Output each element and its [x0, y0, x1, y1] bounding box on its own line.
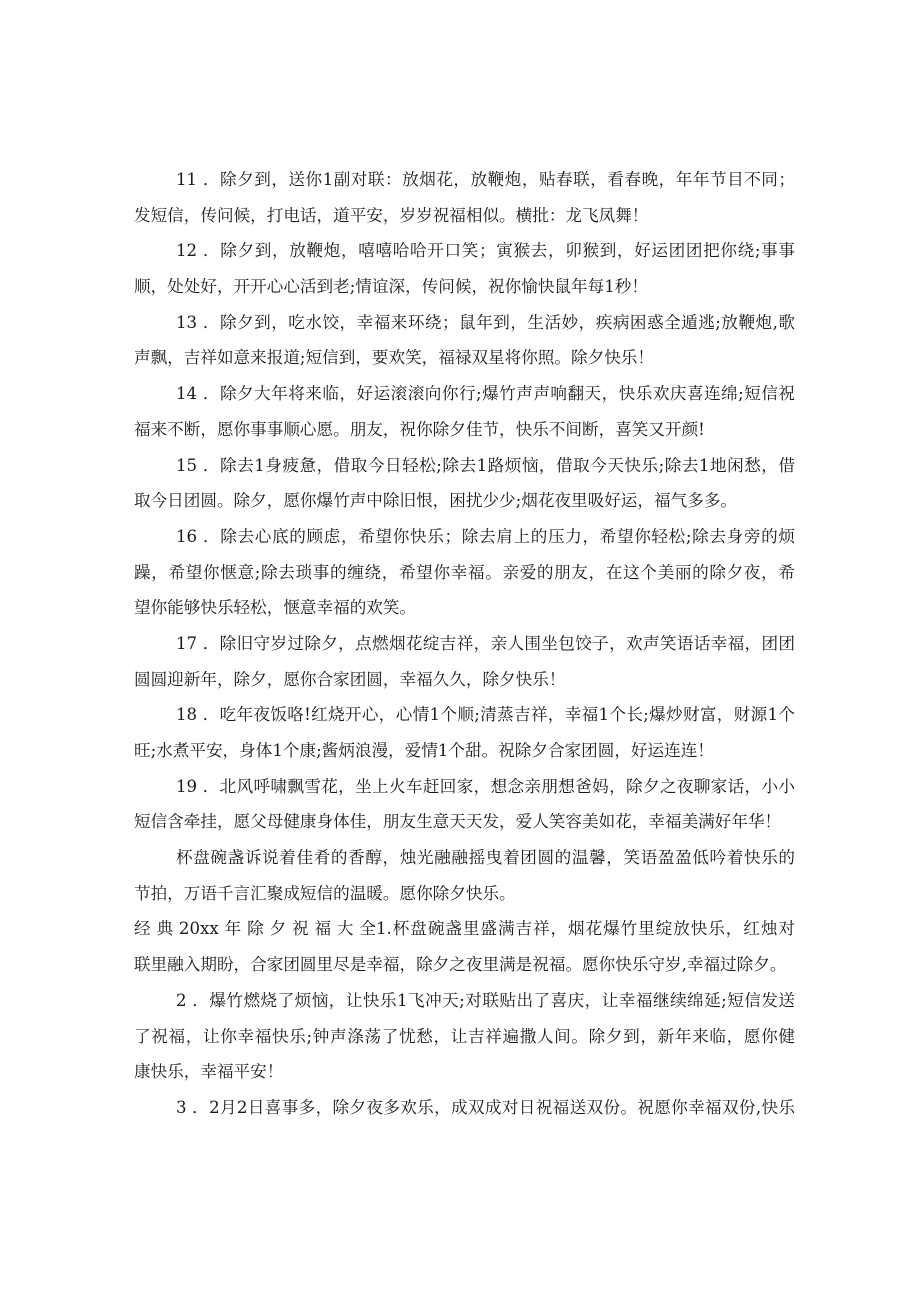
text-line: 康快乐，幸福平安！	[134, 1062, 284, 1082]
paragraph	[134, 448, 795, 519]
paragraph	[134, 162, 795, 233]
text-line: 19 ．北风呼啸飘雪花，坐上火车赶回家，想念亲朋想爸妈，除夕之夜聊家话，小小	[176, 776, 795, 796]
text-line: 13 ．除夕到，吃水饺，幸福来环绕；鼠年到，生活妙，疾病困惑全遁逃;放鞭炮,歌	[176, 312, 795, 332]
text-line: 圆圆迎新年，除夕，愿你合家团圆，幸福久久，除夕快乐！	[134, 669, 566, 689]
text-line: 望你能够快乐轻松，惬意幸福的欢笑。	[134, 598, 417, 618]
paragraph	[134, 1090, 795, 1126]
paragraph	[134, 769, 795, 840]
text-line: 短信含牵挂，愿父母健康身体佳，朋友生意天天发，爱人笑容美如花，幸福美满好年华！	[134, 812, 782, 832]
text-line: 顺，处处好，开开心心活到老;情谊深，传问候，祝你愉快鼠年每1秒！	[134, 277, 648, 297]
text-line: 声飘，吉祥如意来报道;短信到，要欢笑，福禄双星将你照。除夕快乐！	[134, 348, 654, 368]
section-paragraph	[134, 911, 795, 982]
text-line: 旺;水煮平安，身体1个康;酱炳浪漫，爱情1个甜。祝除夕合家团圆，好运连连！	[134, 741, 714, 760]
paragraph	[134, 983, 795, 1090]
section-heading: 经典20xx年除夕祝福大全	[134, 919, 376, 939]
text-line: 12 ．除夕到，放鞭炮，嘻嘻哈哈开口笑；寅猴去，卯猴到，好运团团把你绕;事事	[176, 241, 795, 261]
text-line: 2 ．爆竹燃烧了烦恼，让快乐1飞冲天;对联贴出了喜庆，让幸福继续绵延;短信发送	[176, 990, 795, 1010]
text-line: 16 ．除去心底的顾虑，希望你快乐；除去肩上的压力，希望你轻松;除去身旁的烦	[176, 526, 795, 546]
paragraph	[134, 626, 795, 697]
text-line: 福来不断，愿你事事顺心愿。朋友，祝你除夕佳节，快乐不间断，喜笑又开颜!	[134, 419, 705, 439]
text-line: 发短信，传问候，打电话，道平安，岁岁祝福相似。横批：龙飞凤舞！	[134, 205, 649, 225]
paragraph	[134, 376, 795, 447]
text-line: 节拍，万语千言汇聚成短信的温暖。愿你除夕快乐。	[134, 883, 516, 903]
document-body	[134, 162, 795, 1126]
text-line: 15 ．除去1身疲惫，借取今日轻松;除去1路烦恼，借取今天快乐;除去1地闲愁，借	[176, 455, 795, 475]
paragraph	[134, 697, 795, 768]
text-line: 14 ．除夕大年将来临，好运滚滚向你行;爆竹声声响翻天，快乐欢庆喜连绵;短信祝	[176, 384, 795, 404]
text-line: 17 ．除旧守岁过除夕，点燃烟花绽吉祥，亲人围坐包饺子，欢声笑语话幸福，团团	[176, 633, 795, 653]
text-line: 躁，希望你惬意;除去琐事的缠绕，希望你幸福。亲爱的朋友，在这个美丽的除夕夜，希	[134, 562, 795, 582]
text-line: 联里融入期盼，合家团圆里尽是幸福，除夕之夜里满是祝福。愿你快乐守岁,幸福过除夕。	[134, 955, 787, 975]
text-line: 18 ．吃年夜饭咯!红烧开心，心情1个顺;清蒸吉祥，幸福1个长;爆炒财富，财源1个	[176, 705, 795, 725]
text-line: 了祝福，让你幸福快乐;钟声涤荡了忧愁，让吉祥遍撒人间。除夕到，新年来临，愿你健	[134, 1026, 795, 1046]
paragraph	[134, 305, 795, 376]
paragraph	[134, 519, 795, 626]
text-line	[134, 911, 795, 947]
text-line: 3 ．2月2日喜事多，除夕夜多欢乐，成双成对日祝福送双份。祝愿你幸福双份,快乐	[176, 1097, 795, 1117]
text-line: 杯盘碗盏诉说着佳肴的香醇，烛光融融摇曳着团圆的温馨，笑语盈盈低吟着快乐的	[176, 848, 795, 868]
text-line: 取今日团圆。除夕，愿你爆竹声中除旧恨，困扰少少;烟花夜里吸好运，福气多多。	[134, 491, 737, 511]
paragraph	[134, 840, 795, 911]
text-line: 11 ．除夕到，送你1副对联：放烟花，放鞭炮，贴春联，看春晚，年年节目不同；	[176, 170, 795, 189]
paragraph	[134, 233, 795, 304]
section-first-line: 1.杯盘碗盏里盛满吉祥，烟花爆竹里绽放快乐，红烛对	[376, 919, 795, 939]
